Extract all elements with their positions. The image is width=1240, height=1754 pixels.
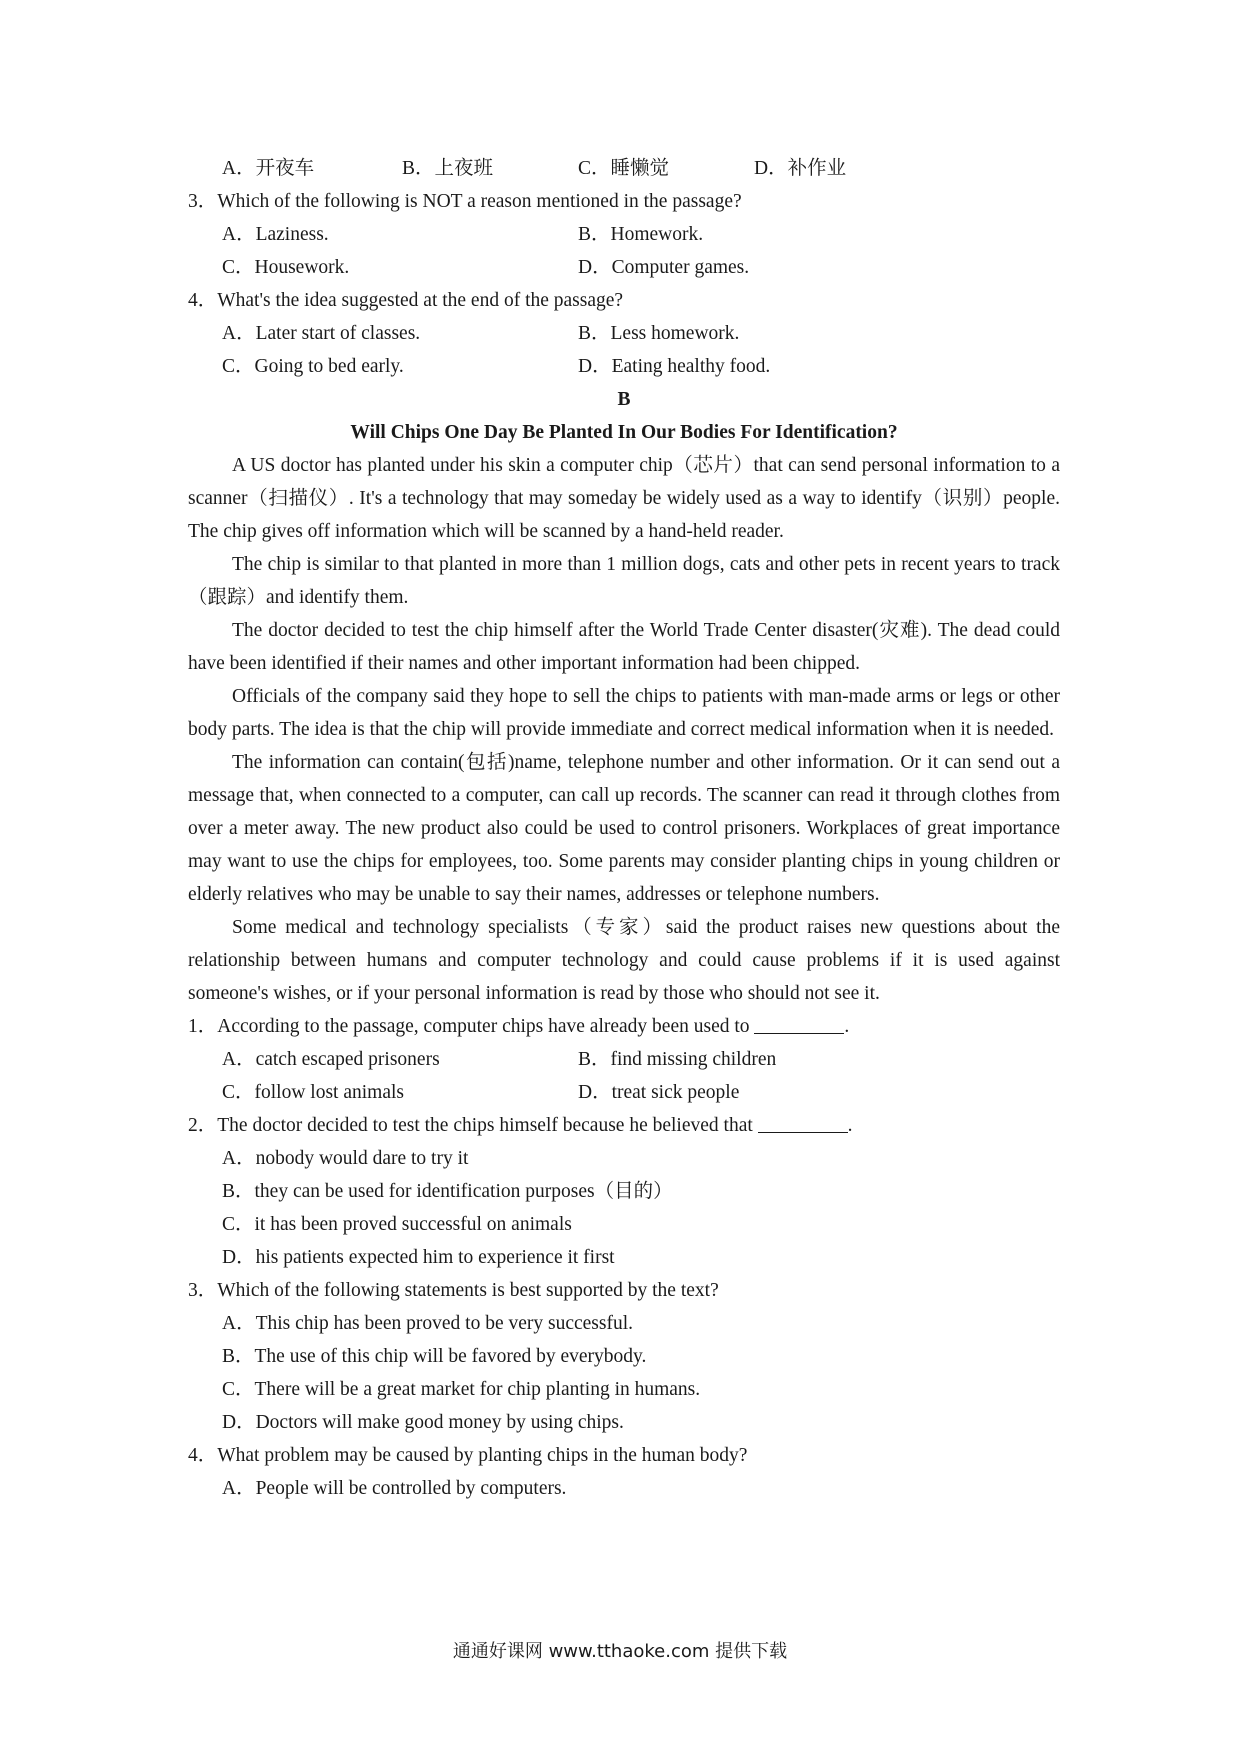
passage-paragraph: The chip is similar to that planted in more than 1 million dogs, cats and other pets in recent years to track（跟踪）and identify them.: [188, 554, 1060, 608]
question-end: .: [847, 1115, 853, 1136]
option-b: B．Homework.: [578, 224, 704, 245]
question-stem: 3．Which of the following statements is best supported by the text?: [188, 1280, 719, 1301]
question-text: 1．According to the passage, computer chips have already been used to: [188, 1016, 750, 1037]
option-d: D．Eating healthy food.: [578, 356, 771, 377]
options-row: [188, 1076, 1060, 1109]
option-d: D．Computer games.: [578, 257, 750, 278]
section-letter: B: [617, 389, 631, 410]
passage-paragraph: Officials of the company said they hope to sell the chips to patients with man-made arms or legs or other body parts. The idea is that the chip will provide immediate and correct medical information when it is needed.: [188, 686, 1060, 740]
option-c: C．Housework.: [222, 257, 350, 278]
passage-paragraph: Some medical and technology specialists（专家）said the product raises new questions about the relationship between humans and computer technology and could cause problems if it is used against someone's wishes, or if your personal information is read by those who should not see it.: [188, 917, 1060, 1004]
question-end: .: [844, 1016, 850, 1037]
question-stem: 3．Which of the following is NOT a reason mentioned in the passage?: [188, 191, 742, 212]
option-d: D．补作业: [754, 158, 847, 179]
option-c: C．follow lost animals: [222, 1082, 404, 1103]
options-row: [188, 1043, 1060, 1076]
answer-blank: [754, 1013, 844, 1034]
option-b: B．The use of this chip will be favored by everybody.: [222, 1346, 647, 1367]
exam-page: [188, 152, 1060, 1505]
question-stem: 4．What problem may be caused by planting chips in the human body?: [188, 1445, 748, 1466]
option-b: B．find missing children: [578, 1049, 777, 1070]
option-a: A．This chip has been proved to be very successful.: [222, 1313, 634, 1334]
prev-question-options: [188, 152, 1060, 185]
option-c: C．Going to bed early.: [222, 356, 404, 377]
option-d: D．treat sick people: [578, 1082, 740, 1103]
page-footer: 通通好课网 www.tthaoke.com 提供下载: [452, 1641, 788, 1662]
option-c: C．it has been proved successful on animals: [222, 1214, 572, 1235]
options-row: [188, 251, 1060, 284]
question-stem: [188, 1010, 1060, 1043]
option-d: D．Doctors will make good money by using chips.: [222, 1412, 624, 1433]
options-row: [188, 218, 1060, 251]
option-a: A．nobody would dare to try it: [222, 1148, 469, 1169]
option-b: B．上夜班: [402, 158, 494, 179]
passage-paragraph: The doctor decided to test the chip himself after the World Trade Center disaster(灾难). The dead could have been identified if their names and other important information had been chipped.: [188, 620, 1060, 674]
options-row: [188, 317, 1060, 350]
option-a: A．People will be controlled by computers.: [222, 1478, 567, 1499]
options-row: [188, 350, 1060, 383]
option-a: A．Later start of classes.: [222, 323, 421, 344]
option-a: A．开夜车: [222, 158, 315, 179]
option-c: C．睡懒觉: [578, 158, 670, 179]
option-c: C．There will be a great market for chip planting in humans.: [222, 1379, 701, 1400]
passage-title: Will Chips One Day Be Planted In Our Bodies For Identification?: [350, 422, 898, 443]
option-b: B．they can be used for identification purposes（目的）: [222, 1181, 673, 1202]
question-stem: [188, 1109, 1060, 1142]
option-d: D．his patients expected him to experience it first: [222, 1247, 615, 1268]
option-a: A．Laziness.: [222, 224, 329, 245]
question-text: 2．The doctor decided to test the chips himself because he believed that: [188, 1115, 753, 1136]
question-stem: 4．What's the idea suggested at the end of the passage?: [188, 290, 624, 311]
passage-paragraph: A US doctor has planted under his skin a computer chip（芯片）that can send personal information to a scanner（扫描仪）. It's a technology that may someday be widely used as a way to identify（识别）people. The chip gives off information which will be scanned by a hand-held reader.: [188, 455, 1060, 542]
option-b: B．Less homework.: [578, 323, 740, 344]
passage-paragraph: The information can contain(包括)name, telephone number and other information. Or it can send out a message that, when connected to a computer, can call up records. The scanner can read it through clothes from over a meter away. The new product also could be used to control prisoners. Workplaces of great importance may want to use the chips for employees, too. Some parents may consider planting chips in young children or elderly relatives who may be unable to say their names, addresses or telephone numbers.: [188, 752, 1060, 905]
option-a: A．catch escaped prisoners: [222, 1049, 440, 1070]
answer-blank: [758, 1112, 848, 1133]
